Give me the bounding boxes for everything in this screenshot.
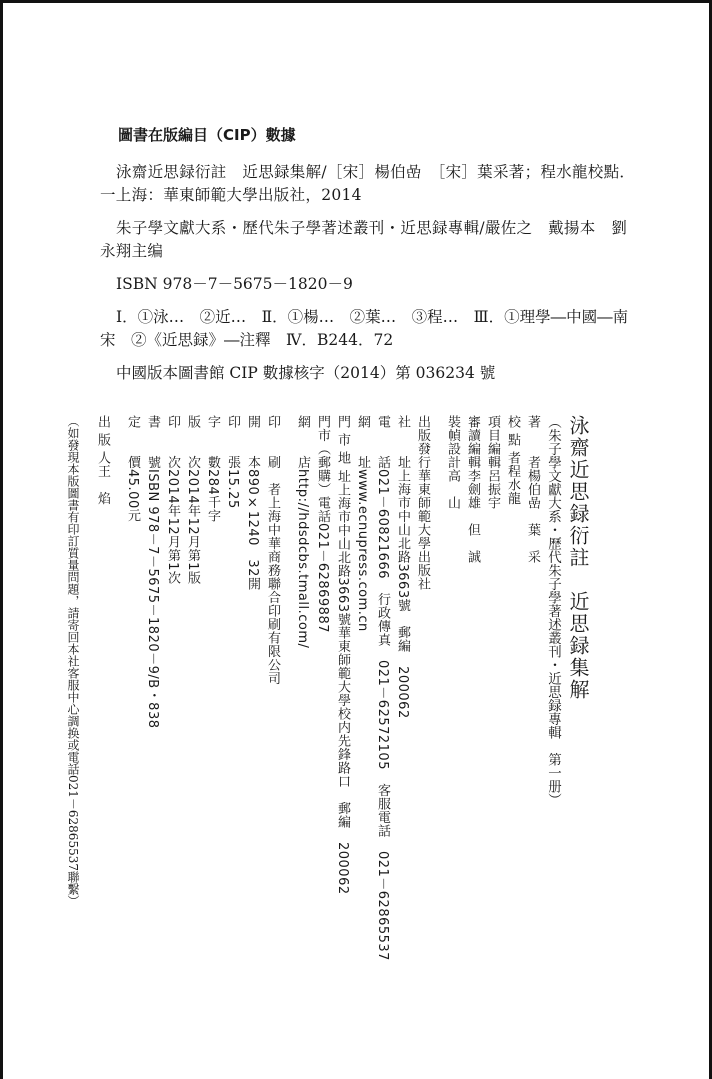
colophon-row-printing	[162, 415, 182, 935]
row-label: 書 號	[145, 415, 160, 469]
colophon-row-phone	[372, 415, 392, 961]
row-label: 社 址	[395, 415, 410, 469]
row-value: www.ecnupress.com.cn	[355, 469, 370, 632]
colophon-row-word-count	[202, 415, 222, 935]
colophon-row-format	[242, 415, 262, 935]
row-label: 審讀編輯	[465, 415, 480, 469]
cip-data-number: 中國版本圖書館 CIP 數據核字（2014）第 036234 號	[116, 364, 496, 382]
colophon-row-online-store	[292, 415, 312, 935]
row-value: 高 山	[445, 469, 460, 510]
colophon-book-title: 泳齋近思録衍註 近思録集解	[566, 415, 590, 701]
quality-notice: （如發現本版圖書有印訂質量問題，請寄回本社客服中心調换或電話021－62865537聯繫）	[66, 415, 80, 907]
row-value: 2014年12月第1次	[165, 469, 180, 585]
row-value: 021－60821666 行政傳真 021－62572105 客服電話 021－62865537	[375, 469, 390, 961]
cip-heading: 圖書在版編目（CIP）數據	[118, 126, 296, 144]
colophon-row-edition	[182, 415, 202, 935]
colophon-row-editor	[502, 415, 522, 935]
row-label: 門 市 地 址	[335, 415, 350, 483]
row-value: 45.00元	[125, 469, 140, 523]
row-value: 284千字	[205, 469, 220, 523]
row-label: 網 店	[295, 415, 310, 469]
colophon-row-printer	[262, 415, 282, 935]
row-value: 2014年12月第1版	[185, 469, 200, 585]
colophon-row-sheets	[222, 415, 242, 935]
row-value: 上海中華商務聯合印刷有限公司	[265, 496, 280, 685]
colophon-row-store-address	[332, 415, 352, 935]
row-label: 定 價	[125, 415, 140, 469]
cip-series-entry: 朱子學文獻大系・歷代朱子學著述叢刊・近思録專輯/嚴佐之 戴揚本 劉永翔主编	[100, 219, 628, 260]
row-label: 印 刷 者	[265, 415, 280, 496]
row-value: http://hdsdcbs.tmall.com/	[295, 469, 310, 649]
row-value: 李劍雄 但 誠	[465, 469, 480, 564]
colophon-row-author	[522, 415, 542, 935]
colophon-row-review-editor	[462, 415, 482, 935]
row-value: 楊伯嵒 葉 采	[525, 469, 540, 564]
row-value: 程水龍	[505, 464, 520, 506]
row-value: 890×1240 32開	[245, 469, 260, 591]
row-value: 上海市中山北路3663號 郵編 200062	[395, 469, 410, 719]
row-value: 華東師範大學出版社	[415, 469, 430, 591]
colophon-row-designer	[442, 415, 462, 935]
row-label: 出 版 人	[95, 415, 110, 465]
row-label: 校 點 者	[505, 415, 520, 465]
colophon-row-publisher-person	[92, 415, 112, 935]
colophon	[48, 415, 592, 961]
row-value: 15.25	[225, 469, 240, 509]
colophon-series: （朱子學文獻大系・歷代朱子學著述叢刊・近思録專輯 第一册）	[545, 415, 561, 807]
colophon-row-publisher	[412, 415, 432, 935]
row-label: 裝幀設計	[445, 415, 460, 469]
row-value: 上海市中山北路3663號華東師範大學校内先鋒路口 郵編 200062	[335, 482, 350, 895]
colophon-row-website	[352, 415, 372, 935]
cip-title-entry: 泳齋近思録衍註 近思録集解/［宋］楊伯嵒 ［宋］葉采著；程水龍校點．一上海：華東師範大學出版社，2014	[100, 163, 636, 204]
colophon-row-address	[392, 415, 412, 935]
row-label: 網 址	[355, 415, 370, 469]
row-value: 呂振宇	[485, 469, 500, 510]
colophon-row-price	[122, 415, 142, 935]
page-border-top	[0, 0, 712, 3]
row-label: 印 張	[225, 415, 240, 469]
row-label: 開 本	[245, 415, 260, 469]
row-label: 字 數	[205, 415, 220, 469]
colophon-row-project-editor	[482, 415, 502, 935]
page-border-left	[0, 0, 3, 1079]
row-label: 著 者	[525, 415, 540, 469]
colophon-row-store-phone	[312, 415, 332, 935]
row-value: ISBN 978－7－5675－1820－9/B・838	[145, 469, 160, 729]
colophon-row-book-number	[142, 415, 162, 935]
row-label: 出版發行	[415, 415, 430, 469]
cip-isbn: ISBN 978－7－5675－1820－9	[116, 275, 353, 293]
cip-block	[100, 124, 640, 385]
row-label: 印 次	[165, 415, 180, 469]
row-value: 王 焰	[95, 464, 110, 506]
cip-classification-line-1: Ⅰ．①泳… ②近… Ⅱ．①楊… ②葉… ③程… Ⅲ．①理學―中國―南	[116, 308, 629, 326]
row-value: 021－62869887	[315, 523, 330, 633]
row-label: 門市（郵購）電話	[315, 415, 330, 523]
row-label: 項目編輯	[485, 415, 500, 469]
cip-classification-line-2: 宋 ②《近思録》―注釋 Ⅳ．B244．72	[100, 331, 394, 349]
row-label: 版 次	[185, 415, 200, 469]
row-label: 電 話	[375, 415, 390, 469]
